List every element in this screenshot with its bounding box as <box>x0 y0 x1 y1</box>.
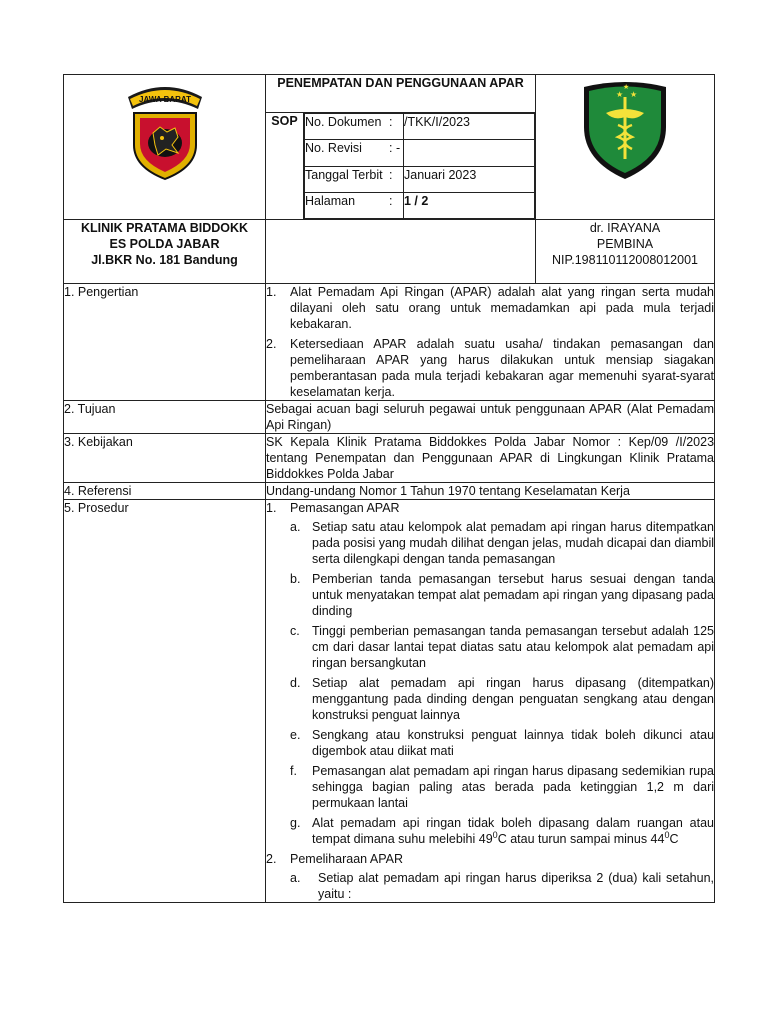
section-label-referensi: 4. Referensi <box>64 483 266 500</box>
sop-label: SOP <box>266 113 304 220</box>
sop-table <box>63 74 715 903</box>
list-item: g. Alat pemadam api ringan tidak boleh dipasang dalam ruangan atau tempat dimana suhu melebihi $49^0C$ atau turun sampai minus $44^0C$ <box>290 816 715 846</box>
signatory-name: dr. IRAYANA <box>589 221 661 235</box>
medical-shield-emblem-icon <box>578 75 672 183</box>
kesehatan-logo-cell <box>536 75 715 220</box>
procedure-step-title: Pemeliharaan APAR <box>290 852 404 866</box>
section-label-tujuan: 2. Tujuan <box>64 401 266 434</box>
signatory <box>536 220 715 284</box>
list-item: 1. Alat Pemadam Api Ringan (APAR) adalah alat yang ringan serta mudah dilayani oleh satu orang untuk memadamkan api pada mula terjadi kebakaran. <box>266 285 715 331</box>
section-body-prosedur <box>266 500 715 903</box>
polda-jabar-emblem-icon <box>120 75 210 183</box>
section-label-prosedur: 5. Prosedur <box>64 500 266 903</box>
meta-row-revisi: No. Revisi : - <box>305 140 535 166</box>
list-item: a. Setiap satu atau kelompok alat pemadam api ringan harus ditempatkan pada posisi yang mudah dilihat dengan jelas, mudah dicapai dan diambil serta dilengkapi dengan tanda pemasangan <box>290 520 715 566</box>
section-label-pengertian: 1. Pengertian <box>64 284 266 401</box>
clinic-info <box>64 220 266 284</box>
polda-jabar-logo-cell <box>64 75 266 220</box>
list-item: 2. Ketersediaan APAR adalah suatu usaha/ tindakan pemasangan dan pemeliharaan APAR yang harus dilakukan untuk mensiap siagakan pemberantasan pada mula terjadi kebakaran agar memenuhi syarat-syarat keselamatan kerja. <box>266 337 715 399</box>
blank-cell <box>266 220 536 284</box>
list-item: c. Tinggi pemberian pemasangan tanda pemasangan tersebut adalah 125 cm dari dasar lantai tepat diatas satu atau kelompok alat pemadam api ringan bersangkutan <box>290 624 715 670</box>
procedure-step-pemeliharaan: 2. Pemeliharaan APAR a. Setiap alat pemadam api ringan harus diperiksa 2 (dua) kali setahun, yaitu : <box>266 852 715 901</box>
section-body-pengertian <box>266 284 715 401</box>
section-body-referensi: Undang-undang Nomor 1 Tahun 1970 tentang Keselamatan Kerja <box>266 483 715 500</box>
document-title: PENEMPATAN DAN PENGGUNAAN APAR <box>266 75 536 113</box>
section-body-tujuan: Sebagai acuan bagi seluruh pegawai untuk penggunaan APAR (Alat Pemadam Api Ringan) <box>266 402 715 432</box>
list-item: e. Sengkang atau konstruksi penguat lainnya tidak boleh dikunci atau digembok atau diikat mati <box>290 728 715 758</box>
document-meta <box>304 113 535 219</box>
svg-text:★: ★ <box>616 90 624 99</box>
section-body-kebijakan: SK Kepala Klinik Pratama Biddokkes Polda Jabar Nomor : Kep/09 /I/2023 tentang Penempatan dan Penggunaan APAR di Lingkungan Klinik Pratama Biddokkes Polda Jabar <box>266 435 715 481</box>
meta-row-halaman: Halaman : 1 / 2 <box>305 192 535 218</box>
document-meta-cell <box>304 113 536 220</box>
procedure-step-pemasangan: 1. Pemasangan APAR a. Setiap satu atau kelompok alat pemadam api ringan harus ditempatkan pada posisi yang mudah dilihat dengan jelas, mudah dicapai dan diambil serta dilengkapi dengan tanda pemasangan b. Pemberian tanda pemasangan tersebut harus sesuai dengan tanda untuk menyatakan tempat alat pemadam api ringan yang dipasang pada dinding c. Tinggi pemberian pemasangan tanda pemasangan tersebut adalah 125 cm dari dasar lantai tepat diatas satu atau kelompok alat pemadam api ringan bersangkutan d. Setiap alat pemadam api ringan harus dipasang (ditempatkan) menggantung pada dinding dengan penguatan sengkang atau dengan konstruksi penguat lainnya e. Sengkang atau konstruksi penguat lainnya tidak boleh dikunci atau digembok atau diikat mati f. Pemasangan alat pemadam api ringan harus dipasang sedemikian rupa sehingga bagian paling atas berada pada ketinggian 1,2 m dari permukaan lantai g. Alat pemadam api ringan tidak boleh dipasang dalam ruangan atau tempat dimana suhu melebihi $49^0C$ atau turun sampai minus $44^0C$ <box>266 501 715 846</box>
procedure-step-title: Pemasangan APAR <box>290 501 400 515</box>
list-item: a. Setiap alat pemadam api ringan harus diperiksa 2 (dua) kali setahun, yaitu : <box>290 871 715 901</box>
clinic-name-line2: ES POLDA JABAR <box>109 237 220 251</box>
list-item: f. Pemasangan alat pemadam api ringan harus dipasang sedemikian rupa sehingga bagian paling atas berada pada ketinggian 1,2 m dari permukaan lantai <box>290 764 715 810</box>
section-label-kebijakan: 3. Kebijakan <box>64 434 266 483</box>
list-item: b. Pemberian tanda pemasangan tersebut harus sesuai dengan tanda untuk menyatakan tempat alat pemadam api ringan yang dipasang pada dinding <box>290 572 715 618</box>
sop-document <box>63 74 714 903</box>
emblem-text: JAWA BARAT <box>138 95 191 104</box>
list-item: d. Setiap alat pemadam api ringan harus dipasang (ditempatkan) menggantung pada dinding dengan penguatan sengkang atau dengan konstruksi penguat lainnya <box>290 676 715 722</box>
clinic-name-line1: KLINIK PRATAMA BIDDOKK <box>80 221 249 235</box>
meta-row-tanggal: Tanggal Terbit : Januari 2023 <box>305 166 535 192</box>
meta-row-dokumen: No. Dokumen : /TKK/I/2023 <box>305 114 535 140</box>
svg-text:★: ★ <box>630 90 638 99</box>
signatory-role: PEMBINA <box>596 237 654 251</box>
svg-text:★: ★ <box>623 84 630 91</box>
clinic-address: Jl.BKR No. 181 Bandung <box>91 253 238 267</box>
signatory-nip: NIP.198110112008012001 <box>552 253 698 267</box>
